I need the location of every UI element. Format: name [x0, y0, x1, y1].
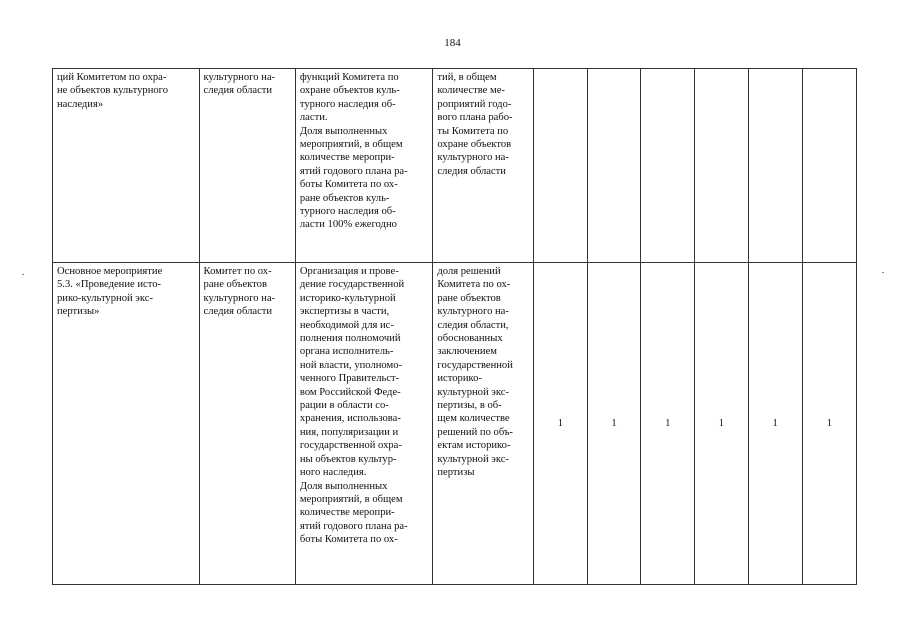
- scan-speck: [882, 272, 884, 273]
- table-row: [53, 263, 857, 585]
- event-cell: [53, 263, 200, 585]
- value-cell: 1: [748, 263, 802, 585]
- value-cell: [641, 69, 695, 263]
- value-cell: 1: [587, 263, 640, 585]
- indicator-text: тий, в общем количестве ме- роприятий годо- вого плана рабо- ты Комитета по охране объектов культурного на- следия области: [437, 72, 513, 177]
- value-cell: [748, 69, 802, 263]
- indicator-cell: [433, 69, 533, 263]
- indicator-text: доля решений Комитета по ох- ране объектов культурного на- следия области, обоснованных заключением государственной историко- культурной экс- пертизы, в об- щем количестве решений по объ- ектам историко- культурной экс- пертизы: [437, 266, 513, 479]
- indicators-table: [52, 68, 857, 585]
- value-cell: 1: [641, 263, 695, 585]
- event-cell: [53, 69, 200, 263]
- executor-text: Комитет по ох- ране объектов культурного на- следия области: [203, 266, 276, 318]
- executor-text: культурного на- следия области: [203, 72, 276, 97]
- scan-speck: [22, 274, 24, 275]
- executor-cell: [199, 263, 295, 585]
- value-cell: 1: [802, 263, 856, 585]
- table-row: [53, 69, 857, 263]
- value-cell: [533, 69, 587, 263]
- description-cell: [295, 263, 433, 585]
- value-cell: [695, 69, 748, 263]
- description-text: Организация и прове- дение государственной историко-культурной экспертизы в части, необходимой для ис- полнения полномочий органа исполнитель- ной власти, уполномо- ченного Правительст- вом Российской Феде- рации в области со- хранения, использова- ния, популяризации и государственной охра- ны объектов культур- ного наследия. Доля выполненных мероприятий, в общем количестве меропри- ятий годового плана ра- боты Комитета по ох-: [299, 266, 408, 546]
- description-text: функций Комитета по охране объектов куль- турного наследия об- ласти. Доля выполненных мероприятий, в общем количестве меропри- ятий годового плана ра- боты Комитета по ох- ране объектов куль- турного наследия об- ласти 100% ежегодно: [299, 72, 408, 231]
- event-text: Основное мероприятие 5.3. «Проведение исто- рико-культурной экс- пертизы»: [57, 266, 163, 318]
- value-cell: 1: [533, 263, 587, 585]
- page-number: 184: [444, 37, 461, 49]
- description-cell: [295, 69, 433, 263]
- indicator-cell: [433, 263, 533, 585]
- executor-cell: [199, 69, 295, 263]
- value-cell: [587, 69, 640, 263]
- value-cell: [802, 69, 856, 263]
- value-cell: 1: [695, 263, 748, 585]
- event-text: ций Комитетом по охра- не объектов культурного наследия»: [57, 72, 169, 110]
